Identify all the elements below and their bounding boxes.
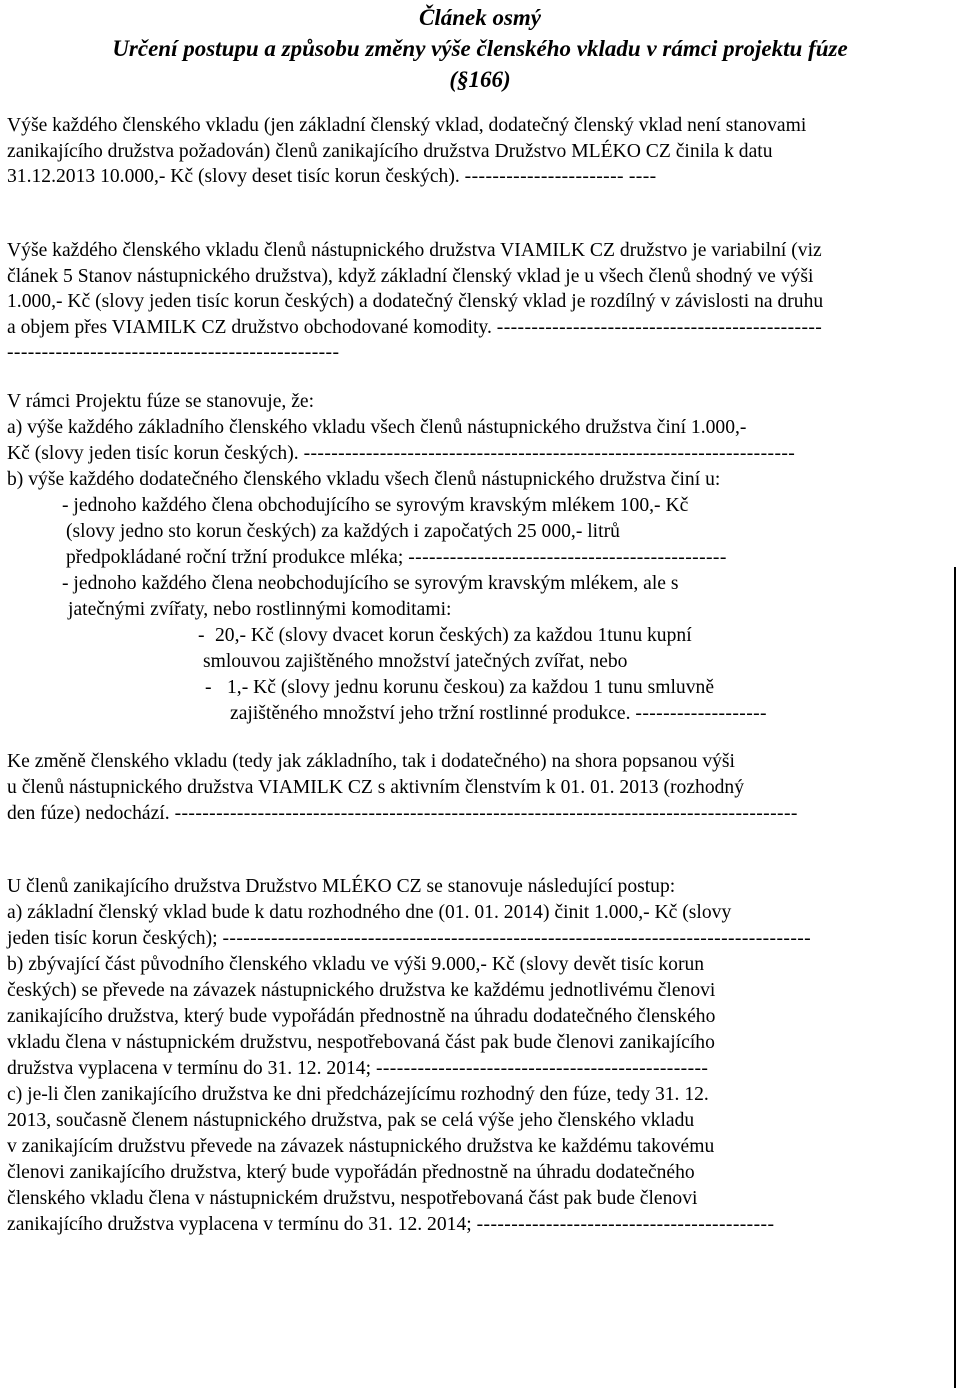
paragraph-line: u členů nástupnického družstva VIAMILK CZ s aktivním členstvím k 01. 01. 2013 (rozhodný [7, 777, 745, 798]
item-text: zajištěného množství jeho tržní rostlinné produkce. [230, 703, 631, 724]
item-text: Kč (slovy jeden tisíc korun českých). [7, 443, 299, 464]
item-c-line: v zanikajícím družstvu převede na závazek nástupnického družstva ke každému takovému [7, 1136, 715, 1157]
paragraph-zanikajici-vklad [7, 113, 825, 190]
bullet-dash: - [198, 625, 205, 646]
dash-filler: ------------------------------------------- [476, 1214, 775, 1235]
item-c-line: c) je-li člen zanikajícího družstva ke dni předcházejícímu rozhodný den fúze, tedy 31. 12. [7, 1084, 709, 1105]
item-c-line: členovi zanikajícího družstva, který bude vypořádán přednostně na úhradu dodatečného [7, 1162, 695, 1183]
dash-filler: ----------------------------------------------------------------------- [303, 443, 796, 464]
subitem-b1-line: - jednoho každého člena obchodujícího se syrovým kravským mlékem 100,- Kč [62, 495, 689, 516]
bullet-dash: - [205, 677, 212, 698]
item-b-line: zanikajícího družstva, který bude vypořádán přednostně na úhradu dodatečného členského [7, 1006, 716, 1027]
subitem-b1-line [66, 545, 727, 571]
item-text: předpokládané roční tržní produkce mléka; [66, 547, 404, 568]
item-b-line: b) zbývající část původního členského vkladu ve výši 9.000,- Kč (slovy devět tisíc korun [7, 954, 705, 975]
item-b-line: vkladu člena v nástupnickém družstvu, nespotřebovaná část pak bude členovi zanikajícího [7, 1032, 715, 1053]
dash-filler: ------------------------------------------------------------------------------------------ [174, 803, 798, 824]
article-title: Určení postupu a způsobu změny výše členského vkladu v rámci projektu fúze [112, 36, 848, 61]
bullet-text: 1,- Kč (slovy jednu korunu českou) za každou 1 tunu smluvně [227, 677, 715, 698]
paragraph-text: Výše každého členského vkladu členů nástupnického družstva VIAMILK CZ družstvo je variabilní (viz článek 5 Stanov nástupnického družstva), když základní členský vklad je u všech členů shodný ve výši 1.000,- Kč (slovy jeden tisíc korun českých) a dodatečný členský vklad je rozdílný v závislosti na druhu a objem přes VIAMILK CZ družstvo obchodované komodity. [7, 240, 824, 338]
dash-filler: ------------------------------------------------ [375, 1058, 709, 1079]
item-c-line: členského vkladu člena v nástupnickém družstvu, nespotřebovaná část pak bude členovi [7, 1188, 698, 1209]
subitem-b2-line: - jednoho každého člena neobchodujícího se syrovým kravským mlékem, ale s [62, 573, 679, 594]
section-intro: U členů zanikajícího družstva Družstvo MLÉKO CZ se stanovuje následující postup: [7, 876, 676, 897]
article-number: Článek osmý [418, 5, 542, 30]
article-section-ref: (§166) [449, 67, 511, 92]
paragraph-text: Výše každého členského vkladu (jen základní členský vklad, dodatečný členský vklad není stanovami zanikajícího družstva požadován) členů zanikajícího družstva Družstvo MLÉKO CZ činila k datu 31.12.2013 10.000,- Kč (slovy deset tisíc korun českých). [7, 115, 807, 188]
dash-filler: ------------------------------------------------------------------------------------- [222, 928, 812, 949]
item-text: zanikajícího družstva vyplacena v termínu do 31. 12. 2014; [7, 1214, 472, 1235]
paragraph-nastupnicke-vklad [7, 238, 825, 366]
item-text: den fúze) nedochází. [7, 803, 170, 824]
dash-filler: ---- [628, 166, 657, 188]
bullet-text [230, 701, 767, 727]
subitem-b2-line: jatečnými zvířaty, nebo rostlinnými komoditami: [68, 599, 452, 620]
paragraph-line: Ke změně členského vkladu (tedy jak základního, tak i dodatečného) na shora popsanou výši [7, 751, 736, 772]
paragraph-line [7, 801, 798, 827]
bullet-text: smlouvou zajištěného množství jatečných zvířat, nebo [203, 651, 628, 672]
item-c-line: 2013, současně členem nástupnického družstva, pak se celá výše jeho členského vkladu [7, 1110, 695, 1131]
item-text: jeden tisíc korun českých); [7, 928, 218, 949]
item-a-line: a) výše každého základního členského vkladu všech členů nástupnického družstva činí 1.000,- [7, 417, 747, 438]
section-intro: V rámci Projektu fúze se stanovuje, že: [7, 391, 315, 412]
dash-filler: ------------------- [635, 703, 767, 724]
subitem-b1-line: (slovy jedno sto korun českých) za každých i započatých 25 000,- litrů [66, 521, 620, 542]
item-text: družstva vyplacena v termínu do 31. 12. 2014; [7, 1058, 372, 1079]
item-a-line [7, 926, 811, 952]
dash-filler: ----------------------------------------------------------------------------------------------- [7, 316, 823, 364]
item-a-line: a) základní členský vklad bude k datu rozhodného dne (01. 01. 2014) činit 1.000,- Kč (slovy [7, 902, 732, 923]
bullet-text: 20,- Kč (slovy dvacet korun českých) za každou 1tunu kupní [215, 625, 692, 646]
scan-edge-line [954, 567, 956, 1388]
dash-filler: ----------------------- [464, 166, 624, 188]
item-b-line [7, 1056, 708, 1082]
item-a-line [7, 441, 795, 467]
dash-filler: ---------------------------------------------- [408, 547, 727, 568]
item-b-line: českých) se převede na závazek nástupnického družstva ke každému jednotlivému členovi [7, 980, 716, 1001]
item-b-line: b) výše každého dodatečného členského vkladu všech členů nástupnického družstva činí u: [7, 469, 721, 490]
item-c-line [7, 1212, 774, 1238]
